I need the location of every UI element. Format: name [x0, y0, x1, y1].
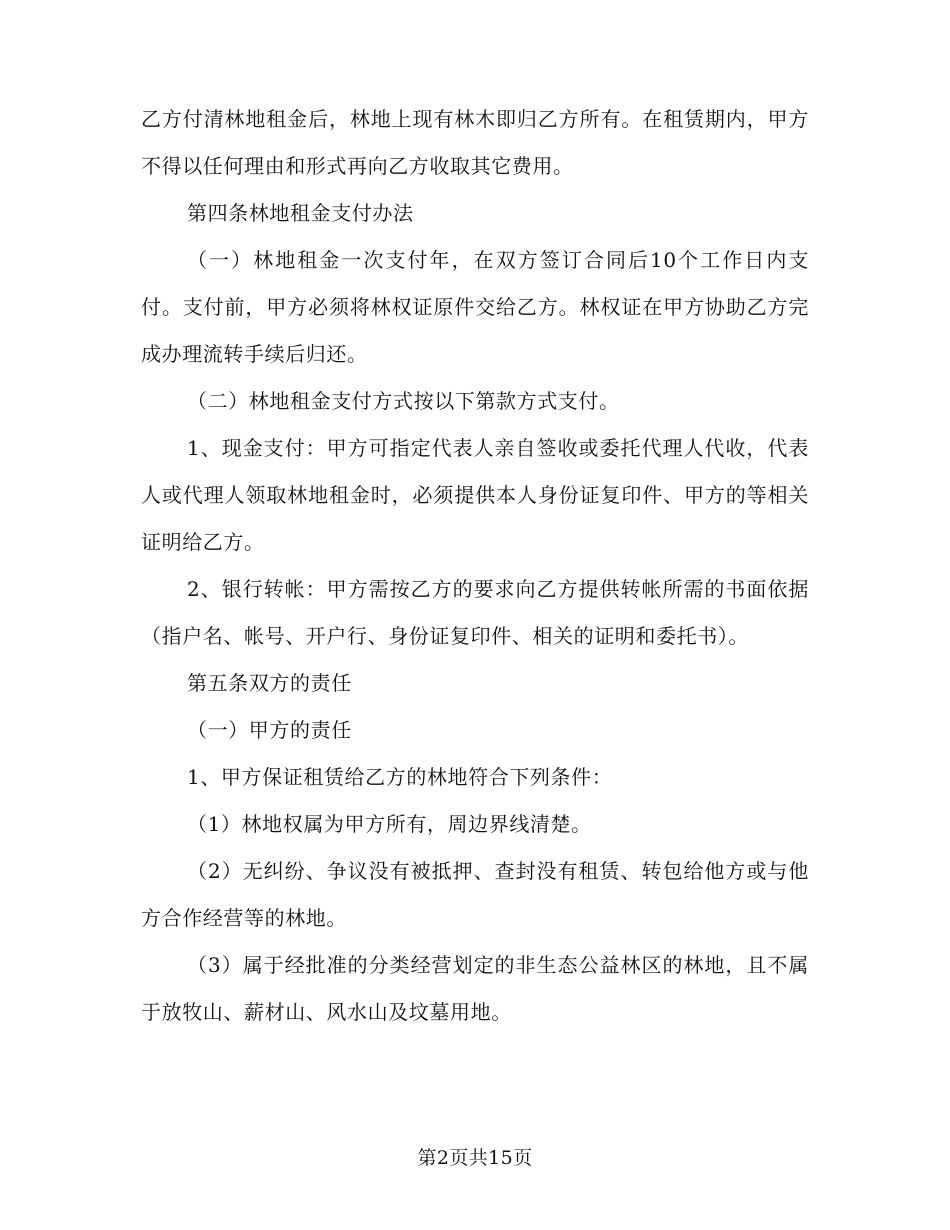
list-item: （3）属于经批准的分类经营划定的非生态公益林区的林地，且不属于放牧山、薪材山、风水山及坟墓用地。: [141, 953, 809, 1024]
paragraph: （一）林地租金一次支付年，在双方签订合同后10个工作日内支付。支付前，甲方必须将林权证原件交给乙方。林权证在甲方协助乙方完成办理流转手续后归还。: [141, 248, 809, 366]
list-item: （2）无纠纷、争议没有被抵押、查封没有租赁、转包给他方或与他方合作经营等的林地。: [141, 859, 809, 930]
paragraph: 2、银行转帐：甲方需按乙方的要求向乙方提供转帐所需的书面依据（指户名、帐号、开户行、身份证复印件、相关的证明和委托书）。: [141, 577, 809, 648]
paragraph: 乙方付清林地租金后，林地上现有林木即归乙方所有。在租赁期内，甲方不得以任何理由和形式再向乙方收取其它费用。: [141, 107, 809, 178]
section-heading: 第四条林地租金支付办法: [187, 201, 414, 225]
document-body: [141, 96, 809, 1036]
paragraph: （二）林地租金支付方式按以下第款方式支付。: [187, 389, 620, 413]
subsection-heading: （一）甲方的责任: [187, 718, 352, 742]
section-heading: 第五条双方的责任: [187, 671, 352, 695]
paragraph: 1、甲方保证租赁给乙方的林地符合下列条件：: [187, 765, 613, 789]
page-number: 第2页共15页: [417, 1147, 533, 1169]
paragraph: 1、现金支付：甲方可指定代表人亲自签收或委托代理人代收，代表人或代理人领取林地租金时，必须提供本人身份证复印件、甲方的等相关证明给乙方。: [141, 436, 809, 554]
list-item: （1）林地权属为甲方所有，周边界线清楚。: [187, 812, 592, 836]
